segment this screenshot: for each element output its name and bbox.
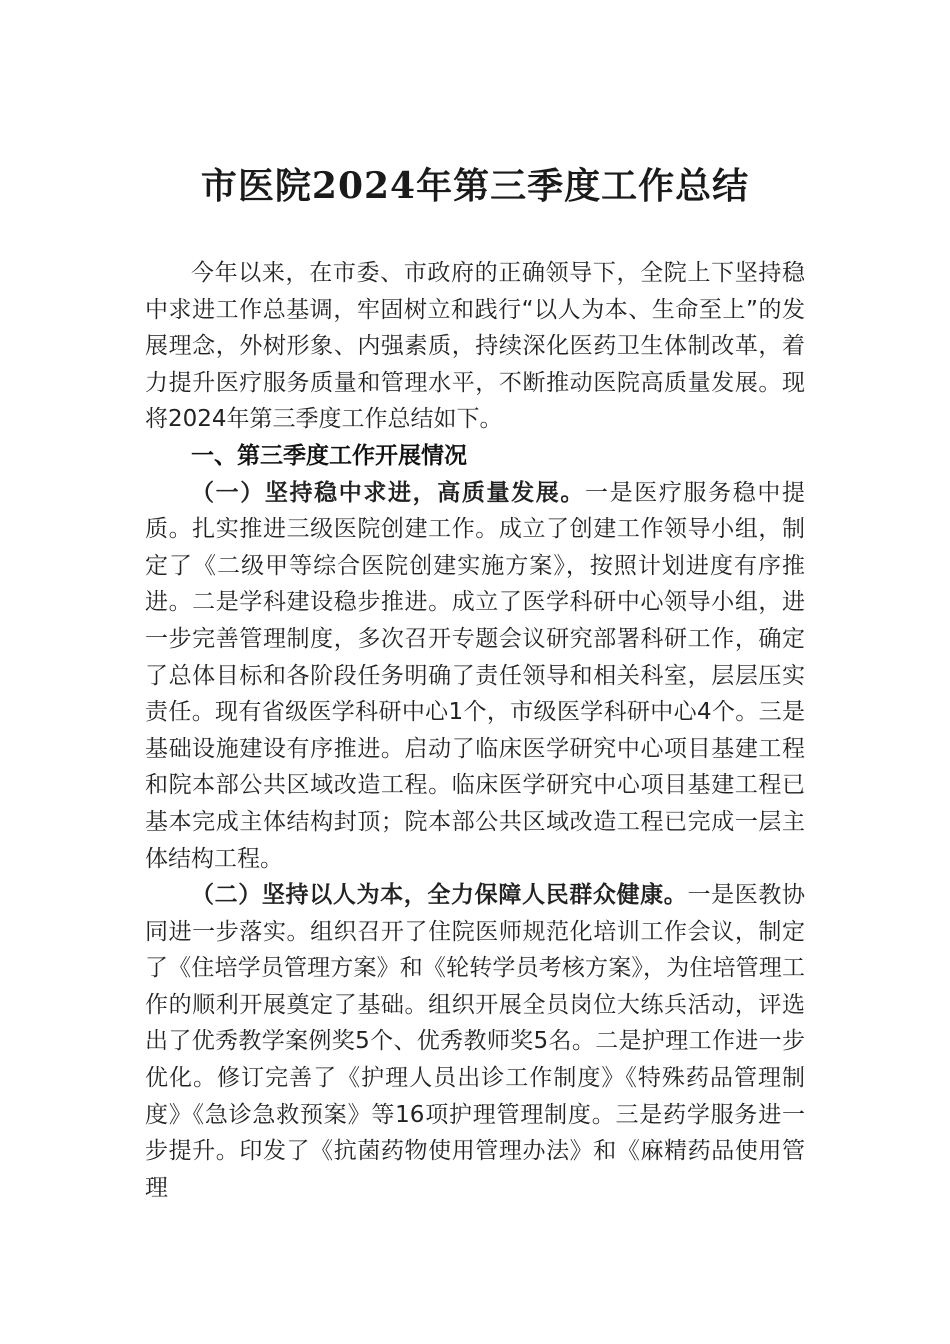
paragraph-item-2 <box>145 877 805 1206</box>
item-1-lead: （一）坚持稳中求进，高质量发展。 <box>191 478 585 506</box>
item-2-text: 一是医教协同进一步落实。组织召开了住院医师规范化培训工作会议，制定了《住培学员管理方案》和《轮转学员考核方案》，为住培管理工作的顺利开展奠定了基础。组织开展全员岗位大练兵活动，评选出了优秀教学案例奖5个、优秀教师奖5名。二是护理工作进一步优化。修订完善了《护理人员出诊工作制度》《特殊药品管理制度》《急诊急救预案》等16项护理管理制度。三是药学服务进一步提升。印发了《抗菌药物使用管理办法》和《麻精药品使用管理 <box>145 882 806 1201</box>
paragraph-item-1 <box>145 475 805 878</box>
document-title: 市医院2024年第三季度工作总结 <box>200 165 750 207</box>
intro-paragraph: 今年以来，在市委、市政府的正确领导下，全院上下坚持稳中求进工作总基调，牢固树立和践行“以人为本、生命至上”的发展理念，外树形象、内强素质，持续深化医药卫生体制改革，着力提升医疗服务质量和管理水平，不断推动医院高质量发展。现将2024年第三季度工作总结如下。 <box>145 260 805 433</box>
section-heading: 一、第三季度工作开展情况 <box>191 442 467 469</box>
document-body <box>145 255 805 1206</box>
item-2-lead: （二）坚持以人为本，全力保障人民群众健康。 <box>191 881 688 909</box>
item-1-text: 一是医疗服务稳中提质。扎实推进三级医院创建工作。成立了创建工作领导小组，制定了《二级甲等综合医院创建实施方案》，按照计划进度有序推进。二是学科建设稳步推进。成立了医学科研中心领导小组，进一步完善管理制度，多次召开专题会议研究部署科研工作，确定了总体目标和各阶段任务明确了责任领导和相关科室，层层压实责任。现有省级医学科研中心1个，市级医学科研中心4个。三是基础设施建设有序推进。启动了临床医学研究中心项目基建工程和院本部公共区域改造工程。临床医学研究中心项目基建工程已基本完成主体结构封顶；院本部公共区域改造工程已完成一层主体结构工程。 <box>145 479 805 872</box>
